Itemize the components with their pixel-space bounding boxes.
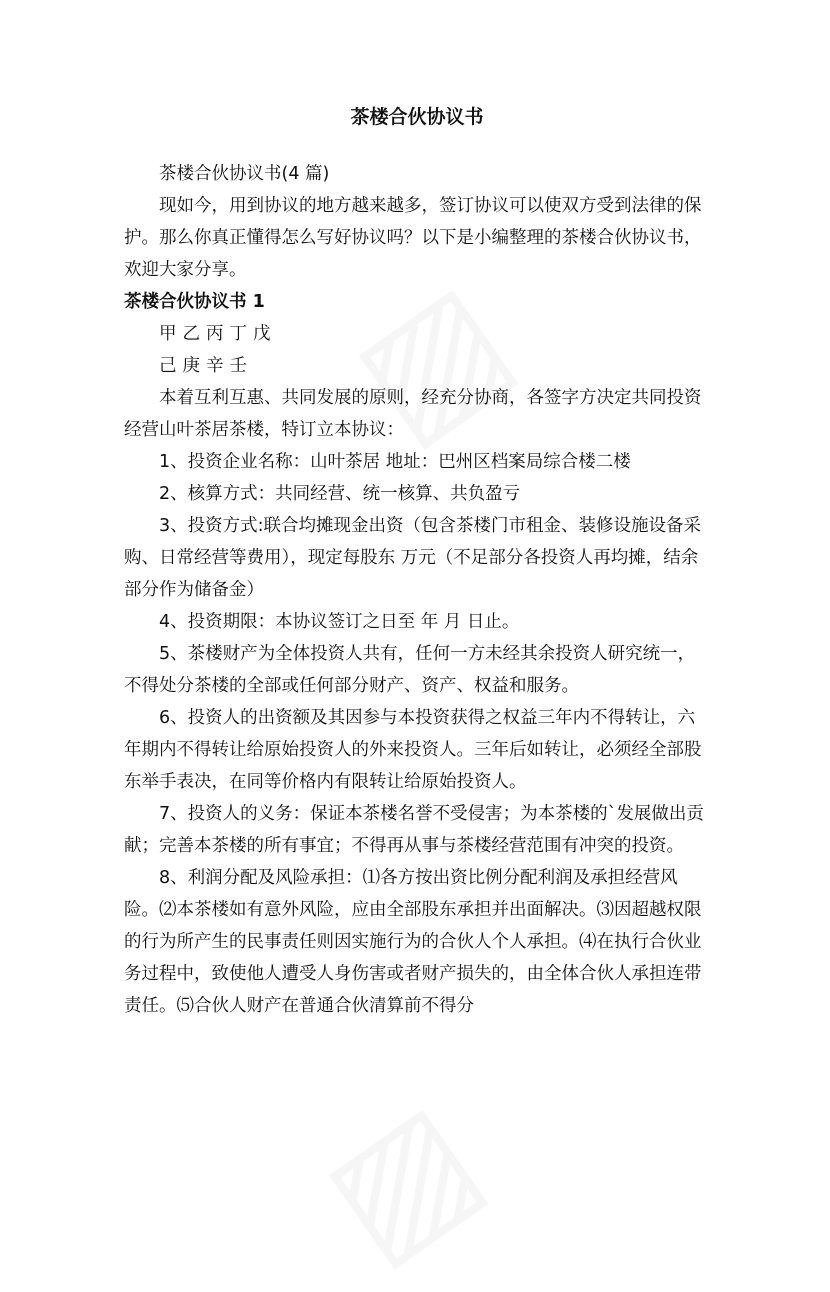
clause-1: 1、投资企业名称：山叶茶居 地址：巴州区档案局综合楼二楼 [159, 452, 631, 472]
preamble-paragraph: 本着互利互惠、共同发展的原则，经充分协商，各签字方决定共同投资经营山叶茶居茶楼，特订立本协议： [124, 388, 702, 440]
intro-paragraph: 现如今，用到协议的地方越来越多，签订协议可以使双方受到法律的保护。那么你真正懂得怎么写好协议吗？以下是小编整理的茶楼合伙协议书，欢迎大家分享。 [124, 196, 702, 280]
page-title: 茶楼合伙协议书 [350, 106, 484, 128]
clause-2: 2、核算方式：共同经营、统一核算、共负盈亏 [159, 484, 521, 504]
document-body [124, 100, 710, 1022]
clause-7: 7、投资人的义务：保证本茶楼名誉不受侵害；为本茶楼的`发展做出贡献；完善本茶楼的所有事宜；不得再从事与茶楼经营范围有冲突的投资。 [124, 804, 704, 856]
document-subtitle: 茶楼合伙协议书(4 篇) [159, 164, 330, 184]
clause-5: 5、茶楼财产为全体投资人共有，任何一方未经其余投资人研究统一，不得处分茶楼的全部或任何部分财产、资产、权益和服务。 [124, 644, 696, 696]
clause-8: 8、利润分配及风险承担：⑴各方按出资比例分配利润及承担经营风险。⑵本茶楼如有意外风险，应由全部股东承担并出面解决。⑶因超越权限的行为所产生的民事责任则因实施行为的合伙人个人承担。⑷在执行合伙业务过程中，致使他人遭受人身伤害或者财产损失的，由全体合伙人承担连带责任。⑸合伙人财产在普通合伙清算前不得分 [124, 868, 702, 1016]
clause-4: 4、投资期限：本协议签订之日至 年 月 日止。 [159, 612, 520, 632]
parties-line-2: 己庚辛壬 [159, 356, 253, 376]
watermark-icon [294, 1062, 518, 1292]
section-heading: 茶楼合伙协议书 1 [124, 292, 265, 312]
parties-line-1: 甲乙丙丁戊 [159, 324, 277, 344]
clause-6: 6、投资人的出资额及其因参与本投资获得之权益三年内不得转让，六年期内不得转让给原始投资人的外来投资人。三年后如转让，必须经全部股东举手表决，在同等价格内有限转让给原始投资人。 [124, 708, 702, 792]
clause-3: 3、投资方式:联合均摊现金出资（包含茶楼门市租金、装修设施设备采购、日常经营等费用），现定每股东 万元（不足部分各投资人再均摊，结余部分作为储备金） [124, 516, 702, 600]
